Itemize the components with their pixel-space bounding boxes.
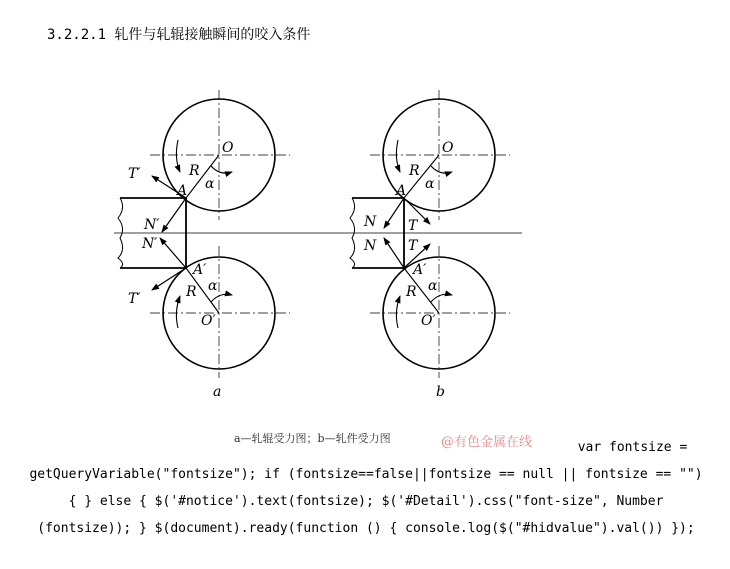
code-line-3: { } else { $('#notice').text(fontsize); $('#Detail').css("font-size", Number <box>68 494 664 509</box>
panel-b-diagram <box>310 90 522 378</box>
label-R-bottom-a: R <box>186 284 197 300</box>
label-alpha-top-a: α <box>205 176 215 192</box>
label-O-prime-a: O′ <box>201 313 216 329</box>
label-R-top-b: R <box>409 163 420 179</box>
label-O-a: O <box>222 140 234 156</box>
label-N-top-b: N <box>364 214 377 230</box>
label-O-b: O <box>442 140 454 156</box>
label-T-bottom-b: T <box>408 238 418 254</box>
label-N-bottom-b: N <box>364 238 377 254</box>
label-O-prime-b: O′ <box>421 313 436 329</box>
code-line-2: getQueryVariable("fontsize"); if (fontsize==false||fontsize == null || fontsize == "") <box>29 467 703 482</box>
panel-a-diagram <box>114 90 310 378</box>
label-alpha-bottom-b: α <box>428 278 438 294</box>
panel-b-labels <box>363 140 454 400</box>
code-line-4: (fontsize)); } $(document).ready(function () { console.log($("#hidvalue").val()) }); <box>37 521 695 536</box>
panel-a-labels <box>128 140 234 400</box>
label-R-bottom-b: R <box>406 284 417 300</box>
label-R-top-a: R <box>189 163 200 179</box>
label-A-b: A <box>396 183 407 199</box>
code-line-1-text: var fontsize = <box>577 440 688 455</box>
leaked-script-text <box>18 434 714 542</box>
label-N-bottom-a: N′ <box>142 236 158 252</box>
label-alpha-top-b: α <box>425 176 435 192</box>
label-T-bottom-a: T′ <box>128 291 141 307</box>
label-A-prime-b: A′ <box>413 262 427 278</box>
label-T-top-b: T <box>408 218 418 234</box>
label-alpha-bottom-a: α <box>208 278 218 294</box>
label-N-top-a: N′ <box>144 217 160 233</box>
section-heading: 3.2.2.1 轧件与轧辊接触瞬间的咬入条件 <box>47 27 311 43</box>
label-A-a: A <box>177 183 188 199</box>
watermark: @有色金属在线 <box>441 435 533 450</box>
panel-label-b: b <box>436 384 445 400</box>
label-A-prime-a: A′ <box>193 262 207 278</box>
figure-caption: a—轧辊受力图；b—轧件受力图 <box>234 432 391 445</box>
label-T-top-a: T′ <box>128 166 141 182</box>
code-line-1 <box>18 434 714 461</box>
panel-label-a: a <box>213 384 222 400</box>
